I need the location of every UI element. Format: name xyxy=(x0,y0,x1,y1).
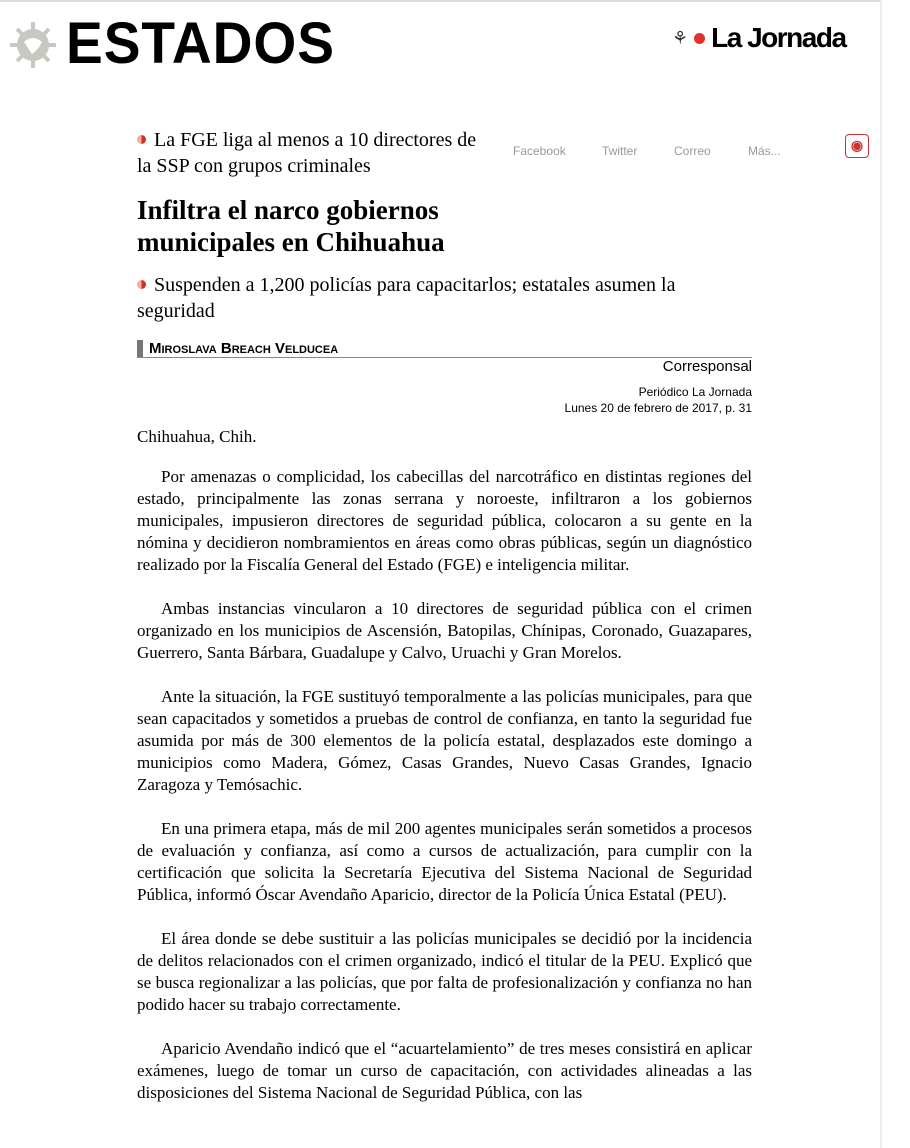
author-role: Corresponsal xyxy=(662,358,752,375)
share-more[interactable]: Más... xyxy=(748,144,781,158)
kicker-text: La FGE liga al menos a 10 directores de la SSP con grupos criminales xyxy=(137,129,477,177)
logo-text: La Jornada xyxy=(711,22,846,53)
paragraph: Ante la situación, la FGE sustituyó temporalmente a las policías municipales, para que sean capacitados y sometidos a pruebas de control de confianza, en tanto la seguridad fue asumida por más de 300 elementos de la policía estatal, desplazados este domingo a municipios como Madera, Gómez, Casas Grandes, Nuevo Casas Grandes, Ignacio Zaragoza y Temósachic. xyxy=(137,687,752,794)
share-facebook[interactable]: Facebook xyxy=(513,144,566,158)
sun-logo-icon xyxy=(8,20,58,70)
section-title: ESTADOS xyxy=(66,11,335,76)
byline-bar xyxy=(137,340,143,357)
share-email[interactable]: Correo xyxy=(674,144,711,158)
paragraph: Por amenazas o complicidad, los cabecillas del narcotráfico en distintas regiones del estado, principalmente las zonas serrana y noroeste, infiltraron a los gobiernos municipales, impusieron directores de seguridad pública, colocaron a su gente en la nómina y decidieron nombramientos en áreas como obras públicas, según un diagnóstico realizado por la Fiscalía General del Estado (FGE) e inteligencia militar. xyxy=(137,467,752,574)
publication-meta xyxy=(137,384,752,416)
byline xyxy=(137,339,752,358)
author-name: Miroslava Breach Velducea xyxy=(149,339,339,357)
paragraph: En una primera etapa, más de mil 200 agentes municipales serán sometidos a procesos de evaluación y confianza, así como a cursos de actualización, para cumplir con la certificación que solicita la Secretaría Ejecutiva del Sistema Nacional de Seguridad Pública, informó Óscar Avendaño Aparicio, director de la Policía Única Estatal (PEU). xyxy=(137,819,752,904)
headline: Infiltra el narco gobiernos municipales en Chihuahua xyxy=(137,195,445,257)
bullet-icon xyxy=(137,135,146,144)
logo-mark-icon: ⚘ xyxy=(672,27,689,48)
article-body xyxy=(137,466,752,1126)
publication-name: Periódico La Jornada xyxy=(638,385,752,399)
la-jornada-logo[interactable] xyxy=(672,22,846,54)
publication-date: Lunes 20 de febrero de 2017, p. 31 xyxy=(564,401,752,415)
subheadline-text: Suspenden a 1,200 policías para capacitarlos; estatales asumen la seguridad xyxy=(137,274,676,322)
page-edge xyxy=(880,0,882,1148)
bullet-icon xyxy=(137,280,146,289)
share-twitter[interactable]: Twitter xyxy=(602,144,638,158)
top-divider xyxy=(0,0,880,2)
rss-icon[interactable]: ◉ xyxy=(845,134,869,158)
paragraph: El área donde se debe sustituir a las policías municipales se decidió por la incidencia de delitos relacionados con el crimen organizado, indicó el titular de la PEU. Explicó que se busca regionalizar a las policías, que por falta de profesionalización y confianza no han podido hacer su trabajo correctamente. xyxy=(137,929,752,1014)
subheadline xyxy=(137,272,752,324)
paragraph: Ambas instancias vincularon a 10 directores de seguridad pública con el crimen organizado en los municipios de Ascensión, Batopilas, Chínipas, Coronado, Guazapares, Guerrero, Santa Bárbara, Guadalupe y Calvo, Uruachi y Gran Morelos. xyxy=(137,599,752,662)
paragraph: Aparicio Avendaño indicó que el “acuartelamiento” de tres meses consistirá en aplicar exámenes, luego de tomar un curso de capacitación, con actividades alineadas a las disposiciones del Sistema Nacional de Seguridad Pública, con las xyxy=(137,1039,752,1102)
dateline: Chihuahua, Chih. xyxy=(137,427,257,446)
logo-dot-icon xyxy=(694,33,705,44)
kicker xyxy=(137,127,487,179)
